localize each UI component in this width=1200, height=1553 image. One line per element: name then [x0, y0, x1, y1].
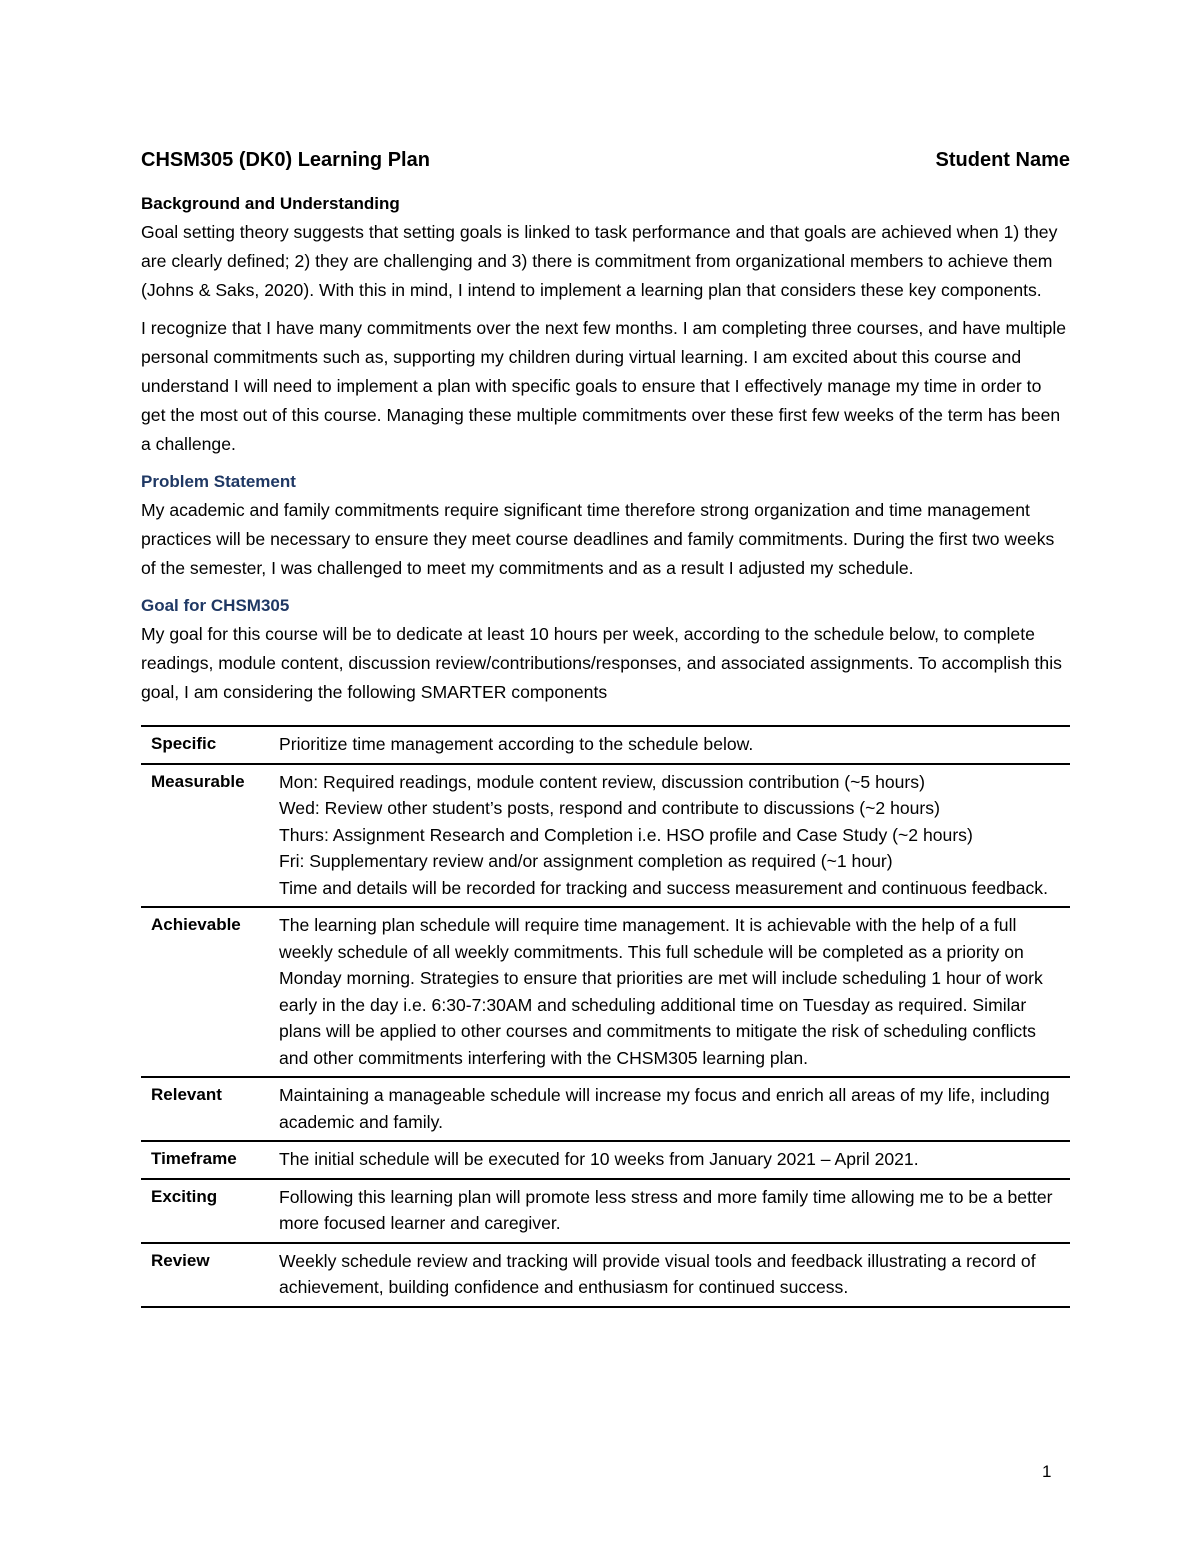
row-content-relevant	[269, 1077, 1070, 1141]
content-line: Wed: Review other student’s posts, respond and contribute to discussions (~2 hours)	[279, 798, 940, 818]
table-row	[141, 764, 1070, 908]
content-line: Maintaining a manageable schedule will increase my focus and enrich all areas of my life, including academic and family.	[279, 1085, 1050, 1132]
content-line: Weekly schedule review and tracking will provide visual tools and feedback illustrating a record of achievement, building confidence and enthusiasm for continued success.	[279, 1250, 1036, 1297]
background-paragraph-2: I recognize that I have many commitments over the next few months. I am completing three courses, and have multiple personal commitments such as, supporting my children during virtual learning. I am excited about this course and understand I will need to implement a plan with specific goals to ensure that I effectively manage my time in order to get the most out of this course. Managing these multiple commitments over these first few weeks of the term has been a challenge.	[141, 318, 1067, 454]
table-row	[141, 1077, 1070, 1141]
content-line: The learning plan schedule will require time management. It is achievable with the help of a full weekly schedule of all weekly commitments. This full schedule will be completed as a priority on Monday morning. Strategies to ensure that priorities are met will include scheduling 1 hour of work early in the day i.e. 6:30-7:30AM and scheduling additional time on Tuesday as required. Similar plans will be applied to other courses and commitments to mitigate the risk of scheduling conflicts and other commitments interfering with the CHSM305 learning plan.	[279, 915, 1043, 1068]
row-label-relevant: Relevant	[151, 1085, 222, 1104]
content-line: Fri: Supplementary review and/or assignment completion as required (~1 hour)	[279, 851, 893, 871]
content-line: Prioritize time management according to the schedule below.	[279, 734, 754, 754]
table-row	[141, 1243, 1070, 1307]
row-content-measurable	[269, 764, 1070, 908]
background-paragraph-1: Goal setting theory suggests that setting goals is linked to task performance and that goals are achieved when 1) they are clearly defined; 2) they are challenging and 3) there is commitment from organizational members to achieve them (Johns & Saks, 2020). With this in mind, I intend to implement a learning plan that considers these key components.	[141, 222, 1058, 300]
content-line: The initial schedule will be executed for 10 weeks from January 2021 – April 2021.	[279, 1149, 919, 1169]
row-label-exciting: Exciting	[151, 1186, 218, 1206]
page-number: 1	[1042, 1462, 1052, 1481]
student-name: Student Name	[935, 149, 1070, 171]
table-row	[141, 726, 1070, 764]
goal-section	[141, 591, 1070, 707]
row-label-specific: Specific	[151, 734, 217, 753]
table-row	[141, 1179, 1070, 1243]
row-label-measurable: Measurable	[151, 771, 245, 791]
row-content-exciting	[269, 1179, 1070, 1243]
content-line: Thurs: Assignment Research and Completion i.e. HSO profile and Case Study (~2 hours)	[279, 824, 973, 845]
background-heading: Background and Understanding	[141, 194, 400, 213]
goal-paragraph: My goal for this course will be to dedicate at least 10 hours per week, according to the schedule below, to complete readings, module content, discussion review/contributions/responses, and associated assignments. To accomplish this goal, I am considering the following SMARTER components	[141, 624, 1062, 702]
title-row	[141, 145, 1070, 175]
content-line: Mon: Required readings, module content review, discussion contribution (~5 hours)	[279, 771, 925, 792]
row-content-achievable	[269, 907, 1070, 1077]
smarter-table	[141, 725, 1070, 1308]
row-content-review	[269, 1243, 1070, 1307]
row-content-specific	[269, 726, 1070, 764]
row-label-achievable: Achievable	[151, 915, 241, 934]
row-label-timeframe: Timeframe	[151, 1149, 237, 1168]
document-page	[141, 145, 1070, 1308]
goal-heading: Goal for CHSM305	[141, 596, 290, 615]
row-label-review: Review	[151, 1250, 210, 1270]
problem-heading: Problem Statement	[141, 472, 296, 491]
content-line: Following this learning plan will promote less stress and more family time allowing me to be a better more focused learner and caregiver.	[279, 1186, 1053, 1233]
problem-section	[141, 467, 1070, 583]
document-title: CHSM305 (DK0) Learning Plan	[141, 149, 430, 171]
table-row	[141, 1141, 1070, 1179]
problem-paragraph: My academic and family commitments require significant time therefore strong organization and time management practices will be necessary to ensure they meet course deadlines and family commitments. During the first two weeks of the semester, I was challenged to meet my commitments and as a result I adjusted my schedule.	[141, 500, 1055, 578]
table-row	[141, 907, 1070, 1077]
row-content-timeframe	[269, 1141, 1070, 1179]
content-line: Time and details will be recorded for tracking and success measurement and continuous feedback.	[279, 877, 1048, 898]
background-section	[141, 189, 1070, 459]
